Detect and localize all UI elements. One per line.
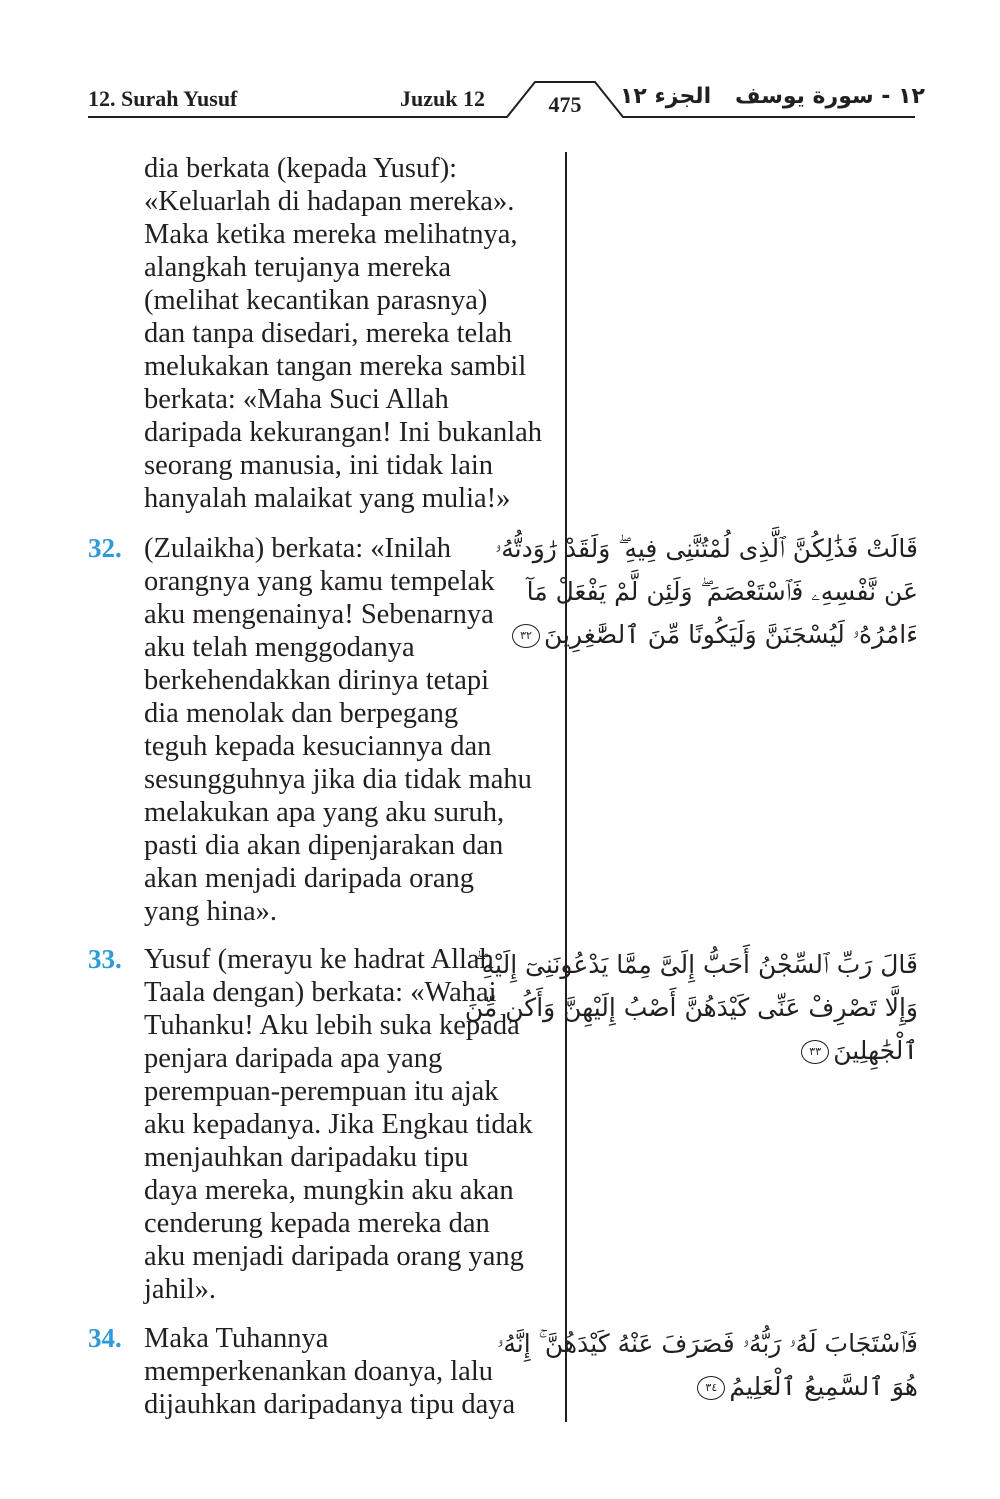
- arabic-juz-label: الجزء ١٢: [620, 84, 712, 109]
- text-line: teguh kepada kesuciannya dan: [144, 731, 492, 762]
- arabic-line-last: [520, 613, 918, 656]
- arabic-text: ٱلْجَٰهِلِينَ: [833, 1036, 918, 1065]
- text-line: menjauhkan daripadaku tipu: [144, 1142, 469, 1173]
- verse-32-translation: [88, 532, 562, 928]
- text-line: Maka Tuhannya: [144, 1323, 329, 1354]
- arabic-line: عَن نَّفْسِهِۦ فَٱسْتَعْصَمَ ۖ وَلَئِن لَّمْ يَفْعَلْ مَآ: [526, 577, 918, 606]
- text-line: memperkenankan doanya, lalu: [144, 1356, 493, 1387]
- text-line: orangnya yang kamu tempelak: [144, 566, 495, 597]
- text-line: alangkah terujanya mereka: [144, 252, 452, 283]
- text-line: melakukan apa yang aku suruh,: [144, 797, 505, 828]
- text-line: Taala dengan) berkata: «Wahai: [144, 977, 497, 1008]
- text-line: Yusuf (merayu ke hadrat Allah: [144, 944, 494, 975]
- text-line: aku menjadi daripada orang yang: [144, 1241, 524, 1272]
- text-line: Tuhanku! Aku lebih suka kepada: [144, 1010, 520, 1041]
- ayah-end-marker: ٣٢: [512, 624, 540, 648]
- surah-title: 12. Surah Yusuf: [88, 86, 238, 111]
- text-line: daya mereka, mungkin aku akan: [144, 1175, 514, 1206]
- arabic-surah-title: ١٢ - سورة يوسف: [735, 84, 925, 109]
- text-line: sesungguhnya jika dia tidak mahu: [144, 764, 532, 795]
- ayah-end-marker: ٣٣: [801, 1040, 829, 1064]
- text-line: seorang manusia, ini tidak lain: [144, 450, 494, 481]
- text-line: (Zulaikha) berkata: «Inilah: [144, 533, 452, 564]
- text-line: melukakan tangan mereka sambil: [144, 351, 527, 382]
- text-line: penjara daripada apa yang: [144, 1043, 443, 1074]
- text-line: dia berkata (kepada Yusuf):: [144, 153, 458, 184]
- text-line: hanyalah malaikat yang mulia!»: [144, 483, 511, 514]
- header-rule: [0, 0, 1000, 140]
- text-line: Maka ketika mereka melihatnya,: [144, 219, 518, 250]
- arabic-line: قَالَتْ فَذَٰلِكُنَّ ٱلَّذِى لُمْتُنَّنِى فِيهِ ۖ وَلَقَدْ رَٰوَدتُّهُۥ: [494, 534, 918, 563]
- arabic-text: ءَامُرُهُۥ لَيُسْجَنَنَّ وَلَيَكُونًا مِّنَ ٱلصَّٰغِرِينَ: [544, 620, 918, 649]
- text-line: dan tanpa disedari, mereka telah: [144, 318, 512, 349]
- arabic-ayah-33: [464, 943, 918, 1072]
- text-line: perempuan-perempuan itu ajak: [144, 1076, 499, 1107]
- page-header: [0, 0, 1000, 140]
- juzuk-label: Juzuk 12: [400, 86, 485, 111]
- text-line: berkehendakkan dirinya tetapi: [144, 665, 490, 696]
- text-line: (melihat kecantikan parasnya): [144, 285, 488, 316]
- text-line: «Keluarlah di hadapan mereka».: [144, 186, 515, 217]
- arabic-line: قَالَ رَبِّ ٱلسِّجْنُ أَحَبُّ إِلَىَّ مِمَّا يَدْعُونَنِىٓ إِلَيْهِ ۖ: [475, 950, 918, 979]
- text-line: daripada kekurangan! Ini bukanlah: [144, 417, 543, 448]
- text-line: cenderung kepada mereka dan: [144, 1208, 490, 1239]
- arabic-line-last: [590, 1029, 918, 1072]
- ayah-end-marker: ٣٤: [697, 1376, 725, 1400]
- arabic-text: هُوَ ٱلسَّمِيعُ ٱلْعَلِيمُ: [729, 1372, 918, 1401]
- text-line: akan menjadi daripada orang: [144, 863, 474, 894]
- text-line: yang hina».: [144, 896, 277, 927]
- text-line: jahil».: [144, 1274, 217, 1305]
- arabic-line: فَٱسْتَجَابَ لَهُۥ رَبُّهُۥ فَصَرَفَ عَنْهُ كَيْدَهُنَّ ۚ إِنَّهُۥ: [497, 1329, 918, 1358]
- verse-number: 34.: [88, 1323, 122, 1353]
- page-number: 475: [548, 92, 582, 117]
- text-line: dijauhkan daripadanya tipu daya: [144, 1389, 516, 1420]
- verse-number: 33.: [88, 944, 122, 974]
- arabic-ayah-32: [494, 527, 918, 656]
- arabic-line-last: [590, 1365, 918, 1408]
- verse-31-continuation: [144, 152, 562, 515]
- arabic-ayah-34: [497, 1322, 918, 1408]
- text-line: aku kepadanya. Jika Engkau tidak: [144, 1109, 533, 1140]
- arabic-line: وَإِلَّا تَصْرِفْ عَنِّى كَيْدَهُنَّ أَصْبُ إِلَيْهِنَّ وَأَكُن مِّنَ: [464, 993, 918, 1022]
- text-line: pasti dia akan dipenjarakan dan: [144, 830, 504, 861]
- text-line: aku mengenainya! Sebenarnya: [144, 599, 494, 630]
- verse-number: 32.: [88, 533, 122, 563]
- text-line: aku telah menggodanya: [144, 632, 415, 663]
- text-line: berkata: «Maha Suci Allah: [144, 384, 449, 415]
- column-divider: [565, 152, 567, 1422]
- text-line: dia menolak dan berpegang: [144, 698, 459, 729]
